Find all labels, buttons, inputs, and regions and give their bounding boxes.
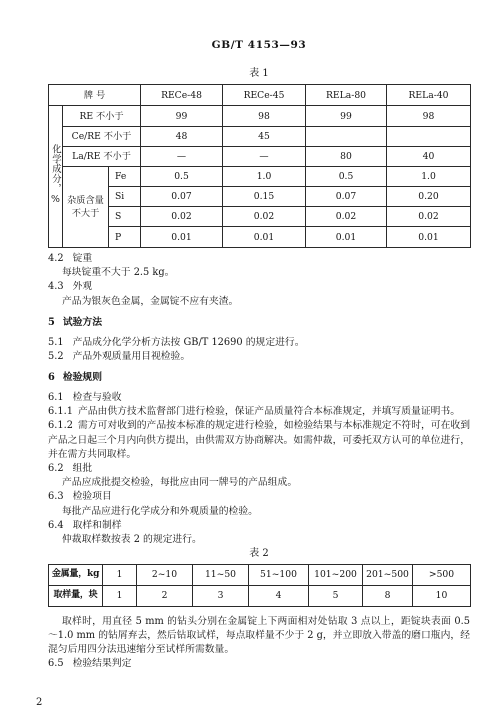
chapter-number: 6 xyxy=(48,372,55,384)
table-1-row xyxy=(49,127,471,147)
impurity-label-cell xyxy=(63,167,109,248)
chapter-title: 试验方法 xyxy=(62,316,103,328)
value-cell: 0.5 xyxy=(306,167,387,187)
clause-heading xyxy=(48,252,470,266)
composition-label-cell xyxy=(49,106,63,248)
row-label: 金属量，kg xyxy=(49,564,103,585)
value-cell: 40 xyxy=(387,147,471,167)
chapter-heading xyxy=(48,316,470,330)
clause-body: 每块锭重不大于 2.5 kg。 xyxy=(62,267,175,279)
chapter-title: 检验规则 xyxy=(62,372,103,384)
value-cell xyxy=(387,127,471,147)
element-label: S xyxy=(109,207,141,227)
value-cell: 99 xyxy=(306,106,387,127)
value-cell: 2 xyxy=(137,585,193,606)
value-cell: 0.07 xyxy=(306,187,387,207)
clause-number: 6.3 xyxy=(48,491,64,503)
clause-heading xyxy=(48,657,470,671)
standard-code: GB/T 4153—93 xyxy=(211,39,307,51)
value-cell: 11~50 xyxy=(193,564,249,585)
table-1 xyxy=(48,84,471,248)
clause-title: 锭重 xyxy=(72,253,93,264)
value-cell: 0.02 xyxy=(223,207,306,227)
clause-title: 组批 xyxy=(72,463,93,475)
clause-heading xyxy=(48,490,470,504)
clause-number: 4.2 xyxy=(48,253,64,264)
clause-body: 产品应成批提交检验，每批应由同一牌号的产品组成。 xyxy=(62,477,298,489)
value-cell: 0.02 xyxy=(306,207,387,227)
brand-header: RECe-48 xyxy=(141,85,223,106)
table-2 xyxy=(48,564,471,607)
value-cell: 0.5 xyxy=(141,167,223,187)
table-1-row xyxy=(49,187,471,207)
value-cell: 10 xyxy=(413,585,471,606)
table-2-caption: 表 2 xyxy=(249,548,269,560)
clause-number: 6.1.1 xyxy=(48,406,73,418)
element-label: Fe xyxy=(109,167,141,187)
table-1-row xyxy=(49,227,471,248)
value-cell: 1 xyxy=(103,585,137,606)
chapter-number: 5 xyxy=(48,316,55,328)
value-cell: 0.02 xyxy=(141,207,223,227)
clause-paragraph xyxy=(48,336,470,350)
table-1-row xyxy=(49,106,471,127)
clause-number: 6.1.2 xyxy=(48,420,73,432)
clause-text: 产品由供方技术监督部门进行检验，保证产品质量符合本标准规定，并填写质量证明书。 xyxy=(77,406,461,418)
clause-body: 产品为银灰色金属，金属锭不应有夹渣。 xyxy=(62,295,239,307)
impurity-label-line: 杂质含量 xyxy=(67,195,104,206)
value-cell: 8 xyxy=(363,585,413,606)
value-cell: 48 xyxy=(141,127,223,147)
clause-body: 每批产品应进行化学成分和外观质量的检验。 xyxy=(62,505,258,517)
impurity-label-line: 不大于 xyxy=(71,208,100,219)
clause-paragraph xyxy=(48,350,470,364)
clause-title: 检验结果判定 xyxy=(72,658,132,670)
table-1-row xyxy=(49,207,471,227)
clause-text: 产品成分化学分析方法按 GB/T 12690 的规定进行。 xyxy=(72,337,305,349)
clause-heading xyxy=(48,391,470,405)
clause-number: 6.5 xyxy=(48,658,64,670)
clause-title: 外观 xyxy=(72,281,93,293)
clause-text: 需方可对收到的产品按本标准的规定进行检验，如检验结果与本标准规定不符时，可在收到产品之日起三个月内向供方提出，由供需双方协商解决。如需仲裁，可委托双方认可的单位进行，并在需方共同取样。 xyxy=(48,420,470,460)
clause-title: 取样和制样 xyxy=(72,519,122,531)
value-cell: 2~10 xyxy=(137,564,193,585)
value-cell: 201~500 xyxy=(363,564,413,585)
brand-label: 牌 号 xyxy=(49,85,141,106)
value-cell xyxy=(306,127,387,147)
sampling-paragraph: 取样时，用直径 5 mm 的钻头分别在金属锭上下两面相对处钻取 3 点以上，距锭块表面 0.5～1.0 mm 的钻屑弃去，然后钻取试样，每点取样量不少于 2 g，并立即放入带盖的磨口瓶内，经混匀后用四分法迅速缩分至试样所需数量。 xyxy=(48,615,470,656)
clause-body: 仲裁取样数按表 2 的规定进行。 xyxy=(62,534,202,546)
clause-number: 6.1 xyxy=(48,392,64,404)
element-label: P xyxy=(109,227,141,248)
row-label: RE 不小于 xyxy=(63,106,141,127)
brand-header: RELa-80 xyxy=(306,85,387,106)
brand-header: RELa-40 xyxy=(387,85,471,106)
clause-heading xyxy=(48,519,470,533)
value-cell: 99 xyxy=(141,106,223,127)
chapter-heading xyxy=(48,371,470,385)
clause-number: 5.1 xyxy=(48,337,64,349)
value-cell: 1.0 xyxy=(387,167,471,187)
clause-number: 5.2 xyxy=(48,351,64,363)
value-cell: 0.01 xyxy=(141,227,223,248)
page-number: 2 xyxy=(36,697,43,708)
value-cell: 5 xyxy=(309,585,363,606)
row-label: La/RE 不小于 xyxy=(63,147,141,167)
row-label: 取样量，块 xyxy=(49,585,103,606)
clause-number: 6.4 xyxy=(48,519,64,531)
table-1-header-row xyxy=(49,85,471,106)
table-2-row xyxy=(49,564,471,585)
clause-paragraph xyxy=(48,419,470,462)
table-1-caption: 表 1 xyxy=(249,68,269,79)
value-cell: — xyxy=(141,147,223,167)
value-cell: 0.01 xyxy=(306,227,387,248)
element-label: Si xyxy=(109,187,141,207)
value-cell: 0.15 xyxy=(223,187,306,207)
value-cell: 3 xyxy=(193,585,249,606)
value-cell: >500 xyxy=(413,564,471,585)
clause-title: 检验项目 xyxy=(72,491,112,503)
composition-label: 化学成分，% xyxy=(50,144,61,206)
brand-header: RECe-45 xyxy=(223,85,306,106)
value-cell: 98 xyxy=(387,106,471,127)
value-cell: 51~100 xyxy=(249,564,309,585)
value-cell: 98 xyxy=(223,106,306,127)
value-cell: 0.07 xyxy=(141,187,223,207)
table-1-row xyxy=(49,167,471,187)
value-cell: 45 xyxy=(223,127,306,147)
value-cell: 1.0 xyxy=(223,167,306,187)
value-cell: — xyxy=(223,147,306,167)
clause-heading xyxy=(48,280,470,294)
page-content xyxy=(48,0,470,672)
value-cell: 101~200 xyxy=(309,564,363,585)
value-cell: 80 xyxy=(306,147,387,167)
value-cell: 0.01 xyxy=(387,227,471,248)
value-cell: 4 xyxy=(249,585,309,606)
value-cell: 0.20 xyxy=(387,187,471,207)
value-cell: 0.02 xyxy=(387,207,471,227)
clause-number: 4.3 xyxy=(48,281,64,293)
clause-heading xyxy=(48,462,470,476)
row-label: Ce/RE 不小于 xyxy=(63,127,141,147)
clause-number: 6.2 xyxy=(48,463,64,475)
value-cell: 1 xyxy=(103,564,137,585)
clause-text: 产品外观质量用目视检验。 xyxy=(72,351,191,363)
clause-title: 检查与验收 xyxy=(72,392,122,404)
clause-paragraph xyxy=(48,405,470,419)
table-1-row xyxy=(49,147,471,167)
value-cell: 0.01 xyxy=(223,227,306,248)
table-2-row xyxy=(49,585,471,606)
